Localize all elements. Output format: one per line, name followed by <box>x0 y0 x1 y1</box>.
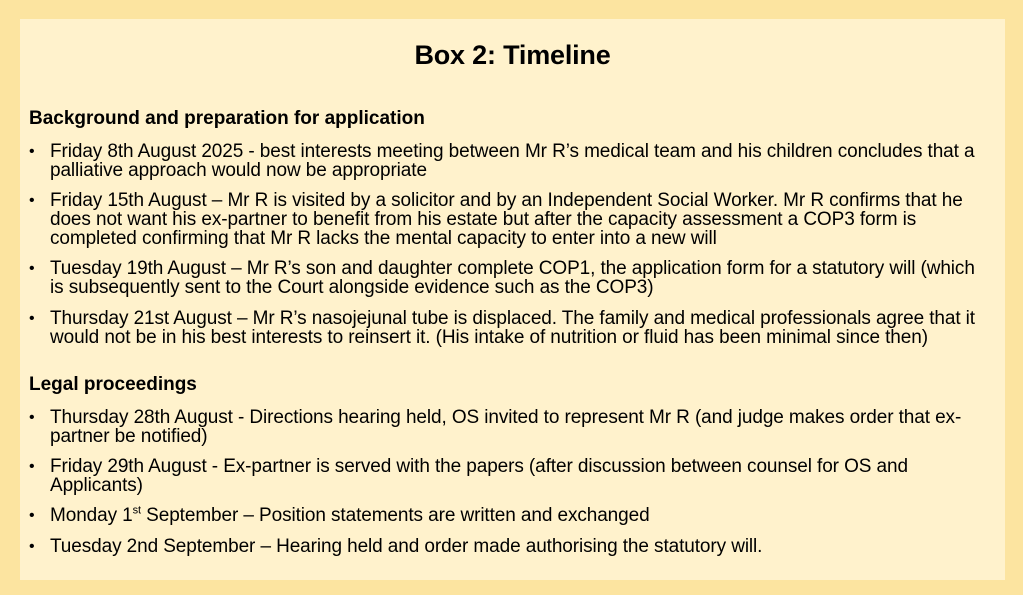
bullet-icon: • <box>29 538 35 555</box>
bullet-icon: • <box>29 409 35 426</box>
list-item <box>29 506 989 525</box>
list-item <box>29 408 989 446</box>
section-heading-background: Background and preparation for application <box>29 108 425 129</box>
list-item-text: Thursday 28th August - Directions hearing held, OS invited to represent Mr R (and judge makes order that ex-partner be notified) <box>50 407 962 447</box>
box-title: Box 2: Timeline <box>414 40 611 70</box>
list-item <box>29 259 989 297</box>
list-item-text: Friday 15th August – Mr R is visited by a solicitor and by an Independent Social Worker. Mr R confirms that he does not want his ex-partner to benefit from his estate but after the capacity assessment a COP3 form is completed confirming that Mr R lacks the mental capacity to enter into a new will <box>50 190 963 249</box>
list-item-text: Tuesday 2nd September – Hearing held and order made authorising the statutory will. <box>50 536 763 557</box>
list-item-text: Friday 29th August - Ex-partner is served with the papers (after discussion between counsel for OS and Applicants) <box>50 456 908 496</box>
list-item <box>29 142 989 180</box>
timeline-box <box>20 19 1005 580</box>
item-remainder: September – Position statements are written and exchanged <box>141 505 650 526</box>
bullet-icon: • <box>29 458 35 475</box>
list-item-text: Tuesday 19th August – Mr R’s son and daughter complete COP1, the application form for a statutory will (which is subsequently sent to the Court alongside evidence such as the COP3) <box>50 258 975 298</box>
list-item-text: Friday 8th August 2025 - best interests meeting between Mr R’s medical team and his children concludes that a palliative approach would now be appropriate <box>50 141 975 181</box>
list-item <box>29 457 989 495</box>
list-item <box>29 537 989 556</box>
list-item <box>29 191 989 248</box>
list-item-text <box>50 506 989 525</box>
bullet-icon: • <box>29 192 35 209</box>
bullet-icon: • <box>29 507 35 524</box>
bullet-icon: • <box>29 260 35 277</box>
date-prefix: Monday 1 <box>50 505 133 526</box>
list-item-text: Thursday 21st August – Mr R’s nasojejunal tube is displaced. The family and medical professionals agree that it would not be in his best interests to reinsert it. (His intake of nutrition or fluid has been minimal since then) <box>50 308 975 348</box>
section-heading-legal: Legal proceedings <box>29 374 197 395</box>
ordinal-suffix: st <box>132 504 141 517</box>
list-item <box>29 309 989 347</box>
bullet-icon: • <box>29 310 35 327</box>
bullet-icon: • <box>29 143 35 160</box>
